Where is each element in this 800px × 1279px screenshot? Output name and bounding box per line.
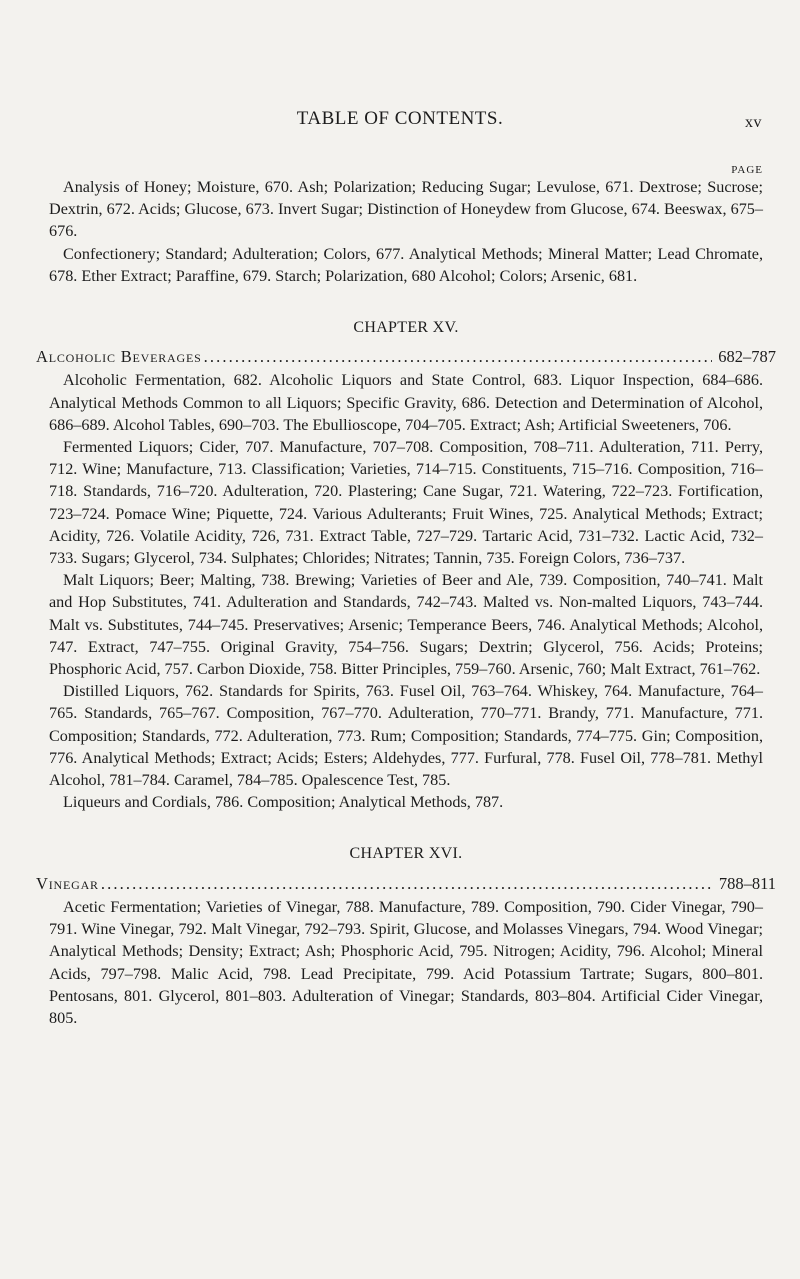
section-title: Alcoholic Beverages (36, 347, 202, 367)
page-column-label: PAGE (731, 164, 763, 176)
chapter-xvi (36, 843, 776, 1029)
section-title: Vinegar (36, 873, 99, 893)
dot-leader (204, 346, 713, 368)
contents-paragraph: Distilled Liquors, 762. Standards for Spirits, 763. Fusel Oil, 763–764. Whiskey, 764. Manufacture, 764–765. Standards, 765–767. Composition, 767–770. Adulteration, 770–771. Brandy, 771. Manufacture, 771. Composition; Standards, 772. Adulteration, 773. Rum; Composition; Standards, 774–775. Gin; Composition, 776. Analytical Methods; Extract; Acids; Esters; Aldehydes, 777. Furfural, 778. Fusel Oil, 778–781. Methyl Alcohol, 781–784. Caramel, 784–785. Opalescence Test, 785. (49, 682, 763, 790)
contents-paragraph-confectionery: Confectionery; Standard; Adulteration; Colors, 677. Analytical Methods; Mineral Matter; Lead Chromate, 678. Ether Extract; Paraffine, 679. Starch; Polarization, 680 Alcohol; Colors; Arsenic, 681. (49, 244, 763, 285)
contents-paragraph: Liqueurs and Cordials, 786. Composition; Analytical Methods, 787. (63, 793, 504, 812)
section-pages: 682–787 (718, 347, 776, 367)
contents-paragraph: Fermented Liquors; Cider, 707. Manufacture, 707–708. Composition, 708–711. Adulteration, 711. Perry, 712. Wine; Manufacture, 713. Classification; Varieties, 714–715. Constituents, 715–716. Composition, 716–718. Standards, 716–720. Adulteration, 720. Plastering; Cane Sugar, 721. Watering, 722–723. Fortification, 723–724. Pomace Wine; Piquette, 724. Various Adulterants; Fruit Wines, 725. Analytical Methods; Extract; Acidity, 726. Volatile Acidity, 726, 731. Extract Table, 727–729. Tartaric Acid, 731–732. Lactic Acid, 732–733. Sugars; Glycerol, 734. Sulphates; Chlorides; Nitrates; Tannin, 735. Foreign Colors, 736–737. (49, 438, 763, 568)
chapter-heading: CHAPTER XV. (353, 319, 459, 337)
running-title: TABLE OF CONTENTS. (296, 108, 504, 129)
contents-paragraph-honey: Analysis of Honey; Moisture, 670. Ash; Polarization; Reducing Sugar; Levulose, 671. Dextrose; Sucrose; Dextrin, 672. Acids; Glucose, 673. Invert Sugar; Distinction of Honeydew from Glucose, 674. Beeswax, 675–676. (49, 178, 763, 241)
chapter-heading: CHAPTER XVI. (349, 845, 463, 863)
section-pages: 788–811 (718, 873, 776, 893)
chapter-xv (36, 317, 776, 813)
dot-leader (101, 873, 713, 895)
contents-paragraph: Malt Liquors; Beer; Malting, 738. Brewing; Varieties of Beer and Ale, 739. Composition, 740–741. Malt and Hop Substitutes, 741. Adulteration and Standards, 742–743. Malted vs. Non-malted Liquors, 743–744. Malt vs. Substitutes, 744–745. Preservatives; Arsenic; Temperance Beers, 746. Analytical Methods; Alcohol, 747. Extract, 747–755. Original Gravity, 754–756. Sugars; Dextrin; Glycerol, 756. Acids; Proteins; Phosphoric Acid, 757. Carbon Dioxide, 758. Bitter Principles, 759–760. Arsenic, 760; Malt Extract, 761–762. (49, 571, 763, 679)
contents-paragraph: Acetic Fermentation; Varieties of Vinegar, 788. Manufacture, 789. Composition, 790. Cider Vinegar, 790–791. Wine Vinegar, 792. Malt Vinegar, 792–793. Spirit, Glucose, and Molasses Vinegars, 794. Wood Vinegar; Analytical Methods; Density; Extract; Ash; Phosphoric Acid, 795. Nitrogen; Acidity, 796. Alcohol; Mineral Acids, 797–798. Malic Acid, 798. Lead Precipitate, 799. Acid Potassium Tartrate; Sugars, 800–801. Pentosans, 801. Glycerol, 801–803. Adulteration of Vinegar; Standards, 803–804. Artificial Cider Vinegar, 805. (49, 897, 763, 1027)
section-entry (36, 873, 776, 895)
page-number: xv (745, 114, 762, 131)
section-entry (36, 346, 776, 368)
contents-paragraph: Alcoholic Fermentation, 682. Alcoholic Liquors and State Control, 683. Liquor Inspection, 684–686. Analytical Methods Common to all Liquors; Specific Gravity, 686. Detection and Determination of Alcohol, 686–689. Alcohol Tables, 690–703. The Ebullioscope, 704–705. Extract; Ash; Artificial Sweeteners, 706. (49, 371, 763, 434)
contents-body (36, 176, 776, 1029)
